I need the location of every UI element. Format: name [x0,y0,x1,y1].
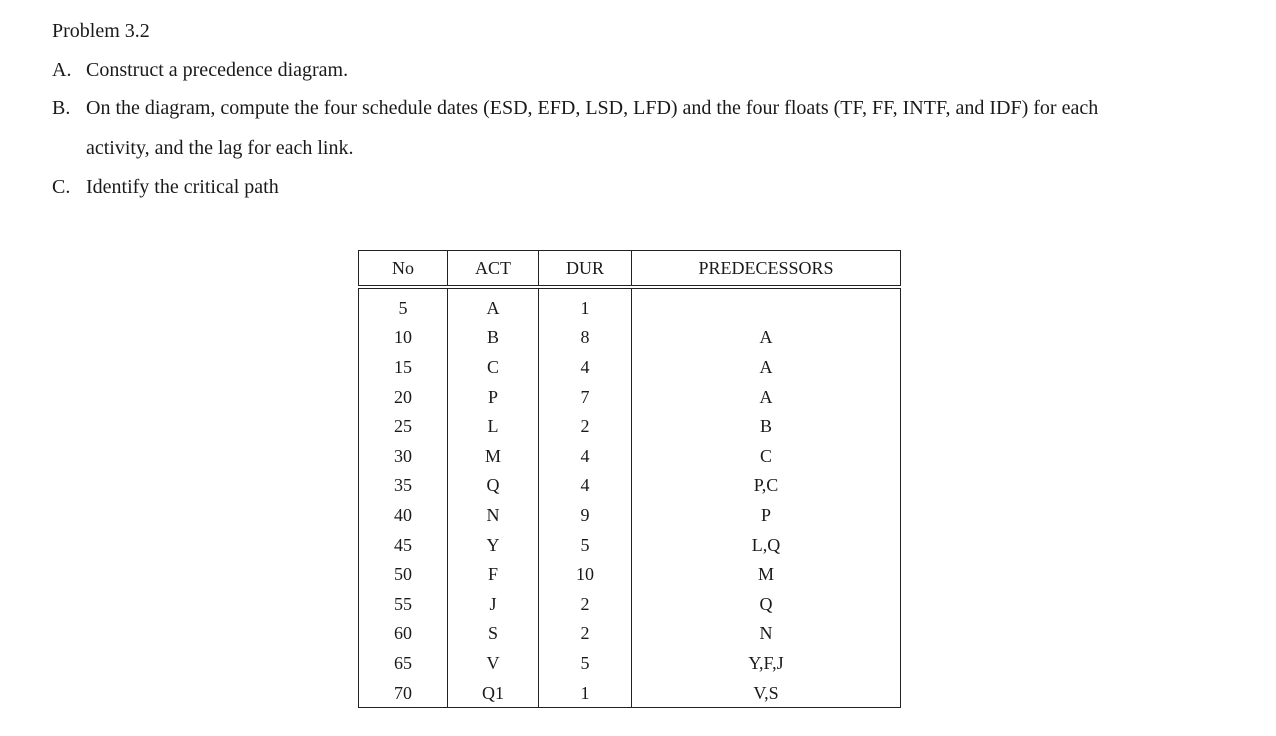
cell-dur: 9 [539,500,632,530]
cell-no: 15 [394,356,412,377]
instruction-a [52,57,348,83]
cell-act: Q [448,471,539,501]
instruction-letter: C. [52,176,71,198]
table-row [359,352,901,382]
cell-predecessors: V,S [632,678,901,708]
cell-dur: 1 [539,678,632,708]
table-row [359,382,901,412]
cell-predecessors: B [632,411,901,441]
cell-act: J [448,589,539,619]
cell-dur: 5 [539,530,632,560]
cell-no: 70 [394,682,412,703]
table-row [359,323,901,353]
cell-act: S [448,619,539,649]
cell-predecessors: A [632,382,901,412]
cell-no: 60 [394,623,412,644]
cell-act: M [448,441,539,471]
cell-act: V [448,648,539,678]
cell-no: 50 [394,564,412,585]
cell-dur: 4 [539,441,632,471]
table-row [359,411,901,441]
cell-act: N [448,500,539,530]
header-predecessors: PREDECESSORS [632,251,901,288]
cell-act: Y [448,530,539,560]
instruction-b-continuation: activity, and the lag for each link. [86,137,354,159]
cell-act: P [448,382,539,412]
cell-no: 10 [394,327,412,348]
cell-predecessors: A [632,352,901,382]
cell-no: 55 [394,593,412,614]
cell-predecessors: Q [632,589,901,619]
problem-title: Problem 3.2 [52,20,150,42]
table-row [359,619,901,649]
table-body [359,287,901,708]
table-row [359,530,901,560]
instruction-letter: A. [52,59,72,81]
cell-predecessors [632,287,901,323]
cell-no: 20 [394,386,412,407]
table-row [359,441,901,471]
instruction-c [52,174,279,200]
cell-predecessors: C [632,441,901,471]
cell-dur: 4 [539,471,632,501]
header-act: ACT [448,251,539,288]
header-dur: DUR [539,251,632,288]
cell-predecessors: N [632,619,901,649]
activity-table [358,250,901,708]
table-row [359,559,901,589]
header-no: No [359,251,448,288]
table-row [359,287,901,323]
instruction-text: Construct a precedence diagram. [86,59,349,81]
cell-dur: 2 [539,589,632,619]
instruction-b [52,95,1098,121]
cell-act: F [448,559,539,589]
cell-dur: 2 [539,619,632,649]
instruction-text: Identify the critical path [86,176,279,198]
cell-act: Q1 [448,678,539,708]
table-row [359,678,901,708]
cell-no: 30 [394,445,412,466]
cell-dur: 2 [539,411,632,441]
cell-act: L [448,411,539,441]
cell-no: 5 [398,297,408,318]
cell-dur: 4 [539,352,632,382]
table-row [359,500,901,530]
cell-dur: 1 [539,287,632,323]
cell-no: 35 [394,475,412,496]
cell-predecessors: M [632,559,901,589]
cell-dur: 7 [539,382,632,412]
cell-act: C [448,352,539,382]
cell-no: 40 [394,504,412,525]
cell-no: 25 [394,416,412,437]
cell-predecessors: P [632,500,901,530]
cell-predecessors: L,Q [632,530,901,560]
instruction-text: On the diagram, compute the four schedule dates (ESD, EFD, LSD, LFD) and the four floats (TF, FF, INTF, and IDF) for each [86,97,1099,119]
cell-no: 65 [394,652,412,673]
table-header-row [359,251,901,288]
cell-dur: 5 [539,648,632,678]
table-row [359,471,901,501]
cell-predecessors: A [632,323,901,353]
cell-dur: 8 [539,323,632,353]
cell-predecessors: Y,F,J [632,648,901,678]
instruction-letter: B. [52,97,71,119]
cell-no: 45 [394,534,412,555]
table-row [359,589,901,619]
cell-dur: 10 [539,559,632,589]
cell-act: B [448,323,539,353]
cell-act: A [448,287,539,323]
cell-predecessors: P,C [632,471,901,501]
table-row [359,648,901,678]
